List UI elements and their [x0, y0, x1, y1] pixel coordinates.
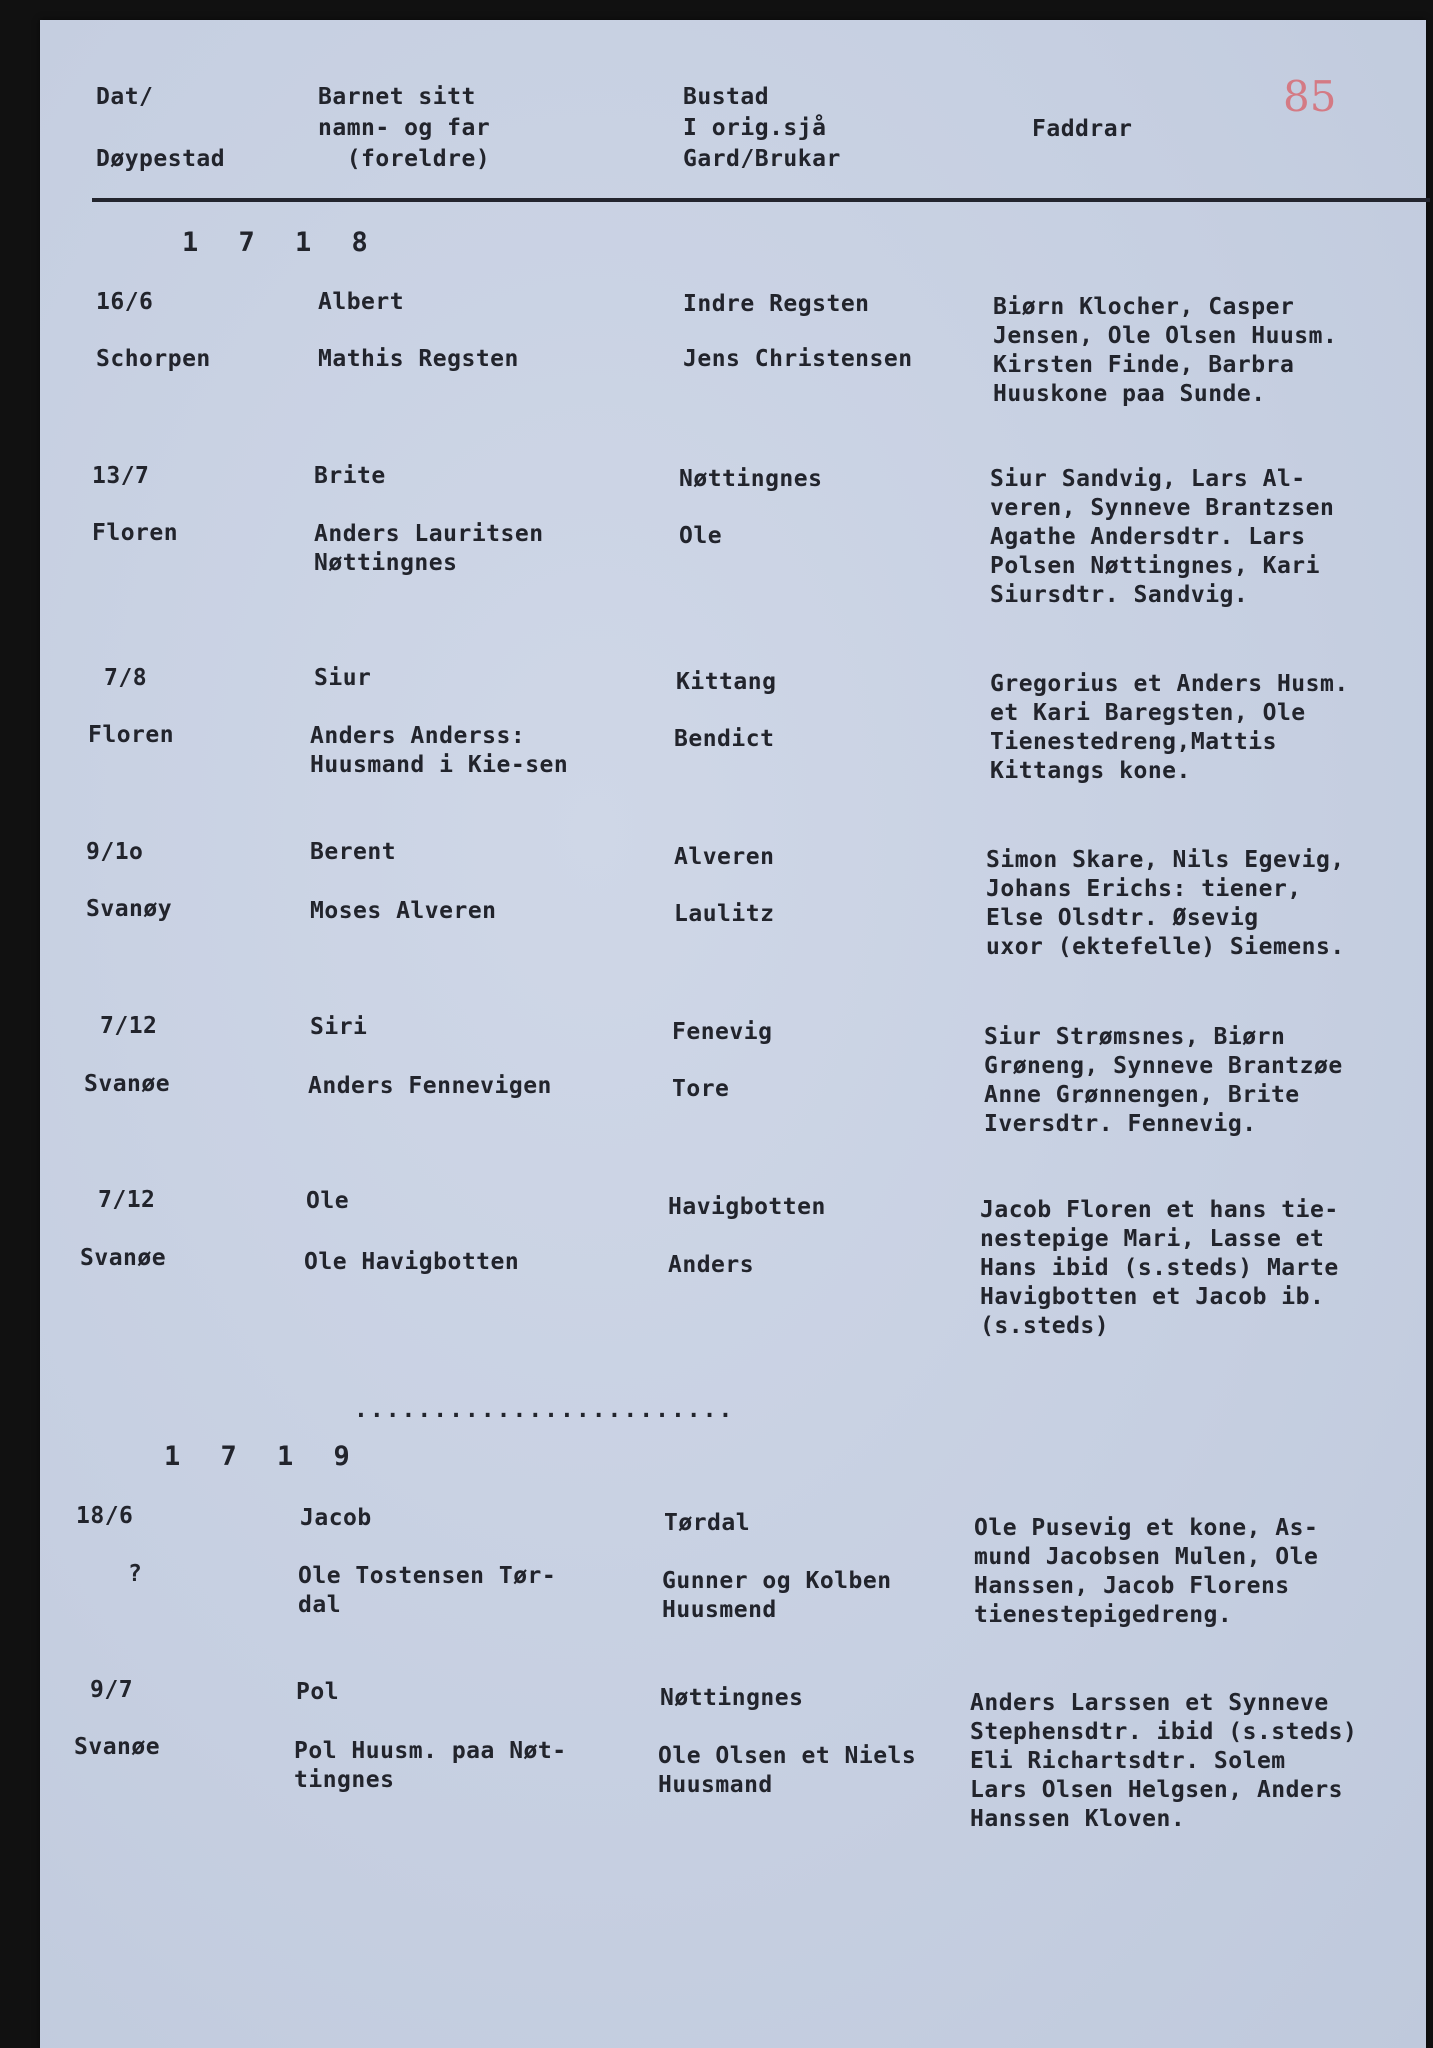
entry-place: Svanøy	[86, 896, 173, 922]
entry-date: 9/1o	[86, 839, 144, 865]
entry-child: Jacob	[300, 1505, 372, 1531]
entry-date: 16/6	[96, 289, 154, 315]
year-heading: 1 7 1 8	[182, 227, 380, 258]
entry-place: Floren	[88, 722, 175, 748]
dotted-separator: ........................	[354, 1397, 735, 1423]
entry-date: 7/8	[104, 665, 148, 691]
entry-user: Ole Olsen et Niels Huusmand	[658, 1743, 917, 1798]
entry-user: Ole	[679, 523, 723, 549]
entry-godparents: Jacob Floren et hans tie- nestepige Mari, Lasse et Hans ibid (s.steds) Marte Havigbotten et Jacob ib. (s.steds)	[980, 1197, 1339, 1339]
entry-user: Bendict	[674, 726, 775, 752]
entry-godparents: Anders Larssen et Synneve Stephensdtr. ibid (s.steds) Eli Richartsdtr. Solem Lars Olsen Helgsen, Anders Hanssen Kloven.	[970, 1690, 1358, 1832]
entry-father: Anders Anderss: Huusmand i Kie-sen	[310, 723, 569, 778]
entry-date: 13/7	[92, 463, 150, 489]
entry-child: Pol	[296, 1679, 340, 1705]
entry-godparents: Siur Sandvig, Lars Al- veren, Synneve Brantzsen Agathe Andersdtr. Lars Polsen Nøttingnes, Kari Siursdtr. Sandvig.	[990, 466, 1335, 608]
entry-farm: Alveren	[674, 844, 775, 870]
entry-date: 7/12	[98, 1187, 156, 1213]
entry-child: Albert	[318, 289, 405, 315]
entry-father: Anders Fennevigen	[308, 1073, 552, 1099]
entry-farm: Nøttingnes	[679, 466, 823, 492]
entry-child: Siri	[310, 1014, 368, 1040]
entry-user: Anders	[668, 1252, 755, 1278]
entry-godparents: Simon Skare, Nils Egevig, Johans Erichs: tiener, Else Olsdtr. Øsevig uxor (ektefelle) Siemens.	[986, 847, 1345, 960]
entry-place: ?	[128, 1561, 143, 1587]
entry-date: 9/7	[90, 1677, 134, 1703]
entry-date: 7/12	[100, 1013, 158, 1039]
header-child-parents: Barnet sitt namn- og far (foreldre)	[318, 84, 491, 172]
entry-place: Schorpen	[96, 346, 211, 372]
entry-father: Ole Tostensen Tør- dal	[298, 1563, 557, 1618]
entry-user: Jens Christensen	[683, 346, 913, 372]
entry-farm: Indre Regsten	[683, 291, 870, 317]
entry-child: Siur	[314, 665, 372, 691]
entry-child: Brite	[314, 463, 386, 489]
entry-place: Svanøe	[74, 1734, 161, 1760]
header-date-place: Dat/ Døypestad	[96, 84, 226, 172]
entry-user: Gunner og Kolben Huusmend	[662, 1568, 892, 1623]
entry-user: Tore	[672, 1076, 730, 1102]
entry-farm: Kittang	[676, 669, 777, 695]
entry-godparents: Ole Pusevig et kone, As- mund Jacobsen Mulen, Ole Hanssen, Jacob Florens tienestepigedreng.	[974, 1515, 1319, 1628]
page-number: 85	[1283, 72, 1337, 121]
header-rule	[92, 198, 1430, 202]
entry-date: 18/6	[76, 1503, 134, 1529]
header-godparents: Faddrar	[1032, 116, 1133, 142]
entry-user: Laulitz	[674, 901, 775, 927]
entry-child: Ole	[306, 1188, 350, 1214]
entry-farm: Nøttingnes	[660, 1685, 804, 1711]
entry-father: Anders Lauritsen Nøttingnes	[314, 521, 544, 576]
header-residence: Bustad I orig.sjå Gard/Brukar	[683, 84, 841, 172]
entry-godparents: Gregorius et Anders Husm. et Kari Baregsten, Ole Tienestedreng,Mattis Kittangs kone.	[990, 671, 1349, 784]
entry-father: Moses Alveren	[310, 898, 497, 924]
entry-place: Svanøe	[84, 1071, 171, 1097]
entry-place: Floren	[92, 520, 179, 546]
entry-child: Berent	[310, 839, 397, 865]
entry-father: Ole Havigbotten	[304, 1249, 520, 1275]
entry-father: Pol Huusm. paa Nøt- tingnes	[294, 1738, 567, 1793]
entry-father: Mathis Regsten	[318, 346, 519, 372]
year-heading: 1 7 1 9	[164, 1441, 362, 1472]
entry-farm: Fenevig	[672, 1019, 773, 1045]
entry-godparents: Biørn Klocher, Casper Jensen, Ole Olsen Huusm. Kirsten Finde, Barbra Huuskone paa Sunde.	[993, 294, 1338, 407]
entry-farm: Havigbotten	[668, 1194, 826, 1220]
entry-farm: Tørdal	[664, 1510, 751, 1536]
entry-godparents: Siur Strømsnes, Biørn Grøneng, Synneve Brantzøe Anne Grønnengen, Brite Iversdtr. Fennevig.	[984, 1024, 1343, 1137]
entry-place: Svanøe	[80, 1245, 167, 1271]
